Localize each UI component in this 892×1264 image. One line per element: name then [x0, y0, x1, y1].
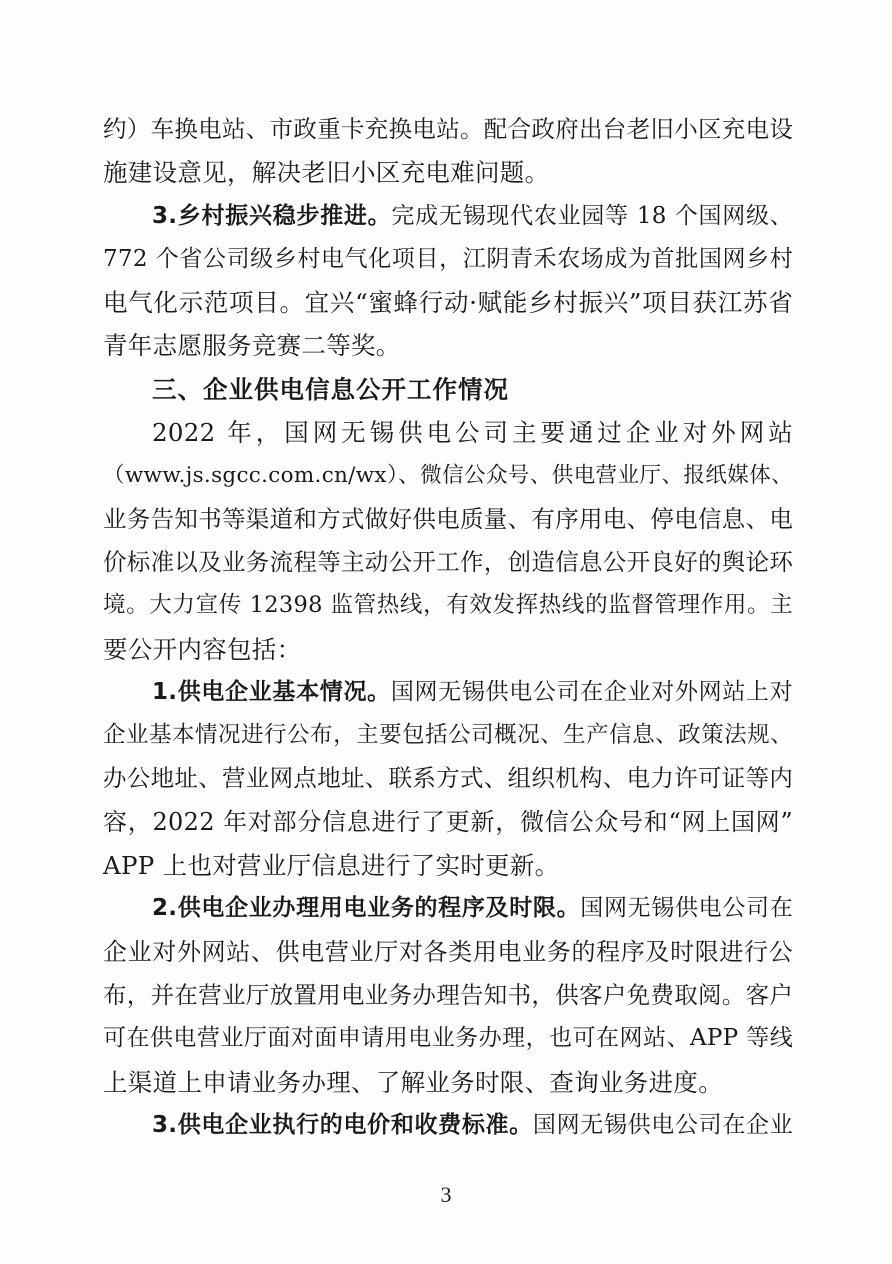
text-line	[103, 281, 793, 324]
line-text: 青年志愿服务竞赛二等奖。	[103, 331, 401, 361]
line-text: 要公开内容包括：	[103, 634, 302, 664]
text-line	[103, 931, 793, 974]
subsection-title: 3.供电企业执行的电价和收费标准。	[152, 1111, 533, 1138]
subsection-title: 3.乡村振兴稳步推进。	[152, 202, 392, 229]
text-line	[103, 584, 793, 627]
text-line	[103, 411, 793, 454]
text-line	[103, 238, 793, 281]
text-line	[103, 671, 793, 714]
line-text: 完成无锡现代农业园等 18 个国网级、	[391, 202, 794, 229]
text-line	[103, 454, 793, 497]
line-text: 上渠道上申请业务办理、了解业务时限、查询业务进度。	[103, 1067, 723, 1097]
text-line	[103, 541, 793, 584]
line-text: 布，并在营业厅放置用电业务办理告知书，供客户免费取阅。客户	[103, 980, 794, 1009]
text-line	[103, 844, 793, 887]
text-line	[103, 1104, 793, 1147]
line-text: 2022 年，国网无锡供电公司主要通过企业对外网站	[152, 418, 793, 448]
text-line	[103, 757, 793, 800]
line-text: （www.js.sgcc.com.cn/wx）、微信公众号、供电营业厅、报纸媒体、	[103, 463, 793, 489]
text-line	[103, 151, 793, 194]
text-line	[103, 714, 793, 757]
line-text: 约）车换电站、市政重卡充换电站。配合政府出台老旧小区充电设	[103, 115, 794, 143]
line-text: 境。大力宣传 12398 监管热线，有效发挥热线的监督管理作用。主	[103, 592, 793, 619]
subsection-title: 1.供电企业基本情况。	[152, 678, 391, 705]
line-text: 施建设意见，解决老旧小区充电难问题。	[103, 158, 550, 188]
line-text: 企业基本情况进行公布，主要包括公司概况、生产信息、政策法规、	[103, 722, 793, 749]
section-heading: 三、企业供电信息公开工作情况	[152, 374, 509, 404]
line-text: 企业对外网站、供电营业厅对各类用电业务的程序及时限进行公	[103, 937, 793, 966]
text-line	[103, 974, 793, 1017]
text-line	[103, 887, 793, 930]
line-text: 价标准以及业务流程等主动公开工作，创造信息公开良好的舆论环	[103, 547, 794, 576]
line-text: 容，2022 年对部分信息进行了更新，微信公众号和“网上国网”	[103, 807, 793, 836]
subsection-title: 2.供电企业办理用电业务的程序及时限。	[152, 895, 581, 922]
line-text: 业务告知书等渠道和方式做好供电质量、有序用电、停电信息、电	[103, 504, 794, 533]
line-text: 772 个省公司级乡村电气化项目，江阴青禾农场成为首批国网乡村	[103, 245, 793, 272]
line-text: 电气化示范项目。宜兴“蜜蜂行动·赋能乡村振兴”项目获江苏省	[103, 288, 793, 318]
page-number: 3	[440, 1182, 452, 1207]
line-text: 国网无锡供电公司在企业对外网站上对	[390, 678, 793, 705]
line-text: APP 上也对营业厅信息进行了实时更新。	[103, 851, 560, 881]
line-text: 国网无锡供电公司在	[580, 895, 793, 922]
text-line	[103, 195, 793, 238]
text-line	[103, 108, 793, 151]
line-text: 办公地址、营业网点地址、联系方式、组织机构、电力许可证等内	[103, 764, 794, 793]
text-line	[103, 628, 793, 671]
text-line	[103, 1017, 793, 1060]
line-text: 国网无锡供电公司在企业	[532, 1111, 793, 1138]
text-line	[103, 498, 793, 541]
text-line	[103, 368, 793, 411]
text-line	[103, 801, 793, 844]
text-line	[103, 324, 793, 367]
text-line	[103, 1061, 793, 1104]
body-text	[103, 108, 793, 1147]
line-text: 可在供电营业厅面对面申请用电业务办理，也可在网站、APP 等线	[103, 1025, 793, 1052]
